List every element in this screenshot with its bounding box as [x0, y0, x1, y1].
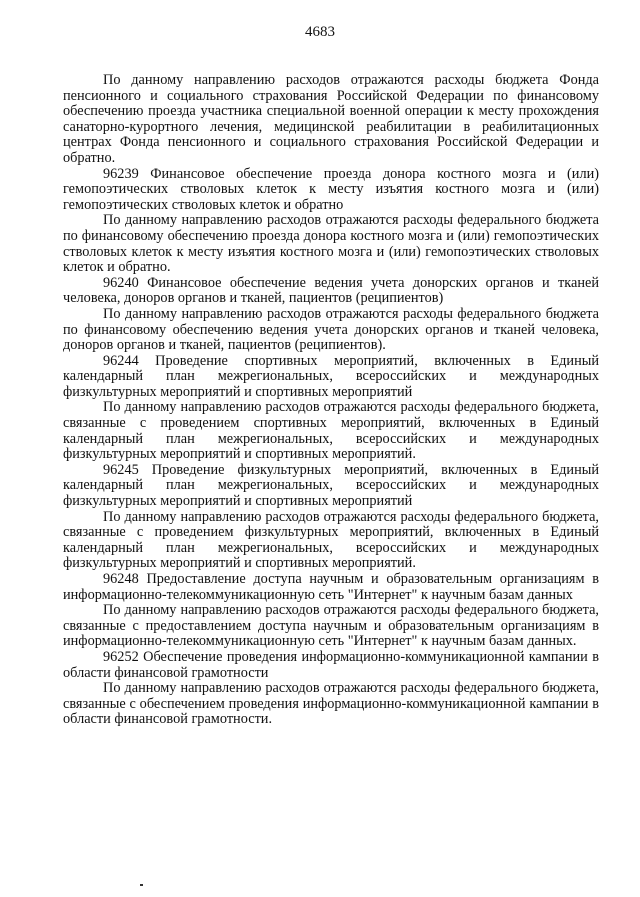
heading-96244: 96244 Проведение спортивных мероприятий, включенных в Единый календарный план межрегиональных, всероссийских и международных физкультурных мероприятий и спортивных мероприятий	[63, 352, 599, 400]
paragraph-96252: По данному направлению расходов отражаются расходы федерального бюджета, связанные с обеспечением проведения информационно-коммуникационной кампании в области финансовой грамотности.	[63, 680, 599, 728]
paragraph-96244: По данному направлению расходов отражаются расходы федерального бюджета, связанные с проведением спортивных мероприятий, включенных в Единый календарный план межрегиональных, всероссийских и международных физкультурных мероприятий и спортивных мероприятий.	[63, 399, 599, 463]
paragraph-96240: По данному направлению расходов отражаются расходы федерального бюджета по финансовому обеспечению ведения учета донорских органов и тканей человека, доноров органов и тканей, пациентов (реципиентов).	[63, 305, 599, 354]
heading-96248: 96248 Предоставление доступа научным и образовательным организациям в информационно-телекоммуникационную сеть "Интернет" к научным базам данных	[63, 571, 599, 603]
paragraph-1: По данному направлению расходов отражаются расходы бюджета Фонда пенсионного и социального страхования Российской Федерации по финансовому обеспечению проезда участника специальной военной операции к месту прохождения санаторно-курортного лечения, медицинской реабилитации в реабилитационных центрах Фонда пенсионного и социального страхования Российской Федерации и обратно.	[63, 72, 599, 166]
heading-96245: 96245 Проведение физкультурных мероприятий, включенных в Единый календарный план межрегиональных, всероссийских и международных физкультурных мероприятий и спортивных мероприятий	[63, 461, 599, 510]
scan-speck	[140, 884, 143, 886]
paragraph-96239: По данному направлению расходов отражаются расходы федерального бюджета по финансовому обеспечению проезда донора костного мозга и (или) гемопоэтических стволовых клеток к месту изъятия костного мозга и (или) гемопоэтических стволовых клеток и обратно.	[63, 212, 599, 276]
page-number: 4683	[305, 24, 335, 40]
heading-96252: 96252 Обеспечение проведения информационно-коммуникационной кампании в области финансовой грамотности	[63, 648, 599, 681]
document-body	[63, 73, 599, 728]
paragraph-96245: По данному направлению расходов отражаются расходы федерального бюджета, связанные с проведением физкультурных мероприятий, включенных в Единый календарный план межрегиональных, всероссийских и международных физкультурных мероприятий и спортивных мероприятий.	[63, 508, 599, 572]
heading-96240: 96240 Финансовое обеспечение ведения учета донорских органов и тканей человека, доноров органов и тканей, пациентов (реципиентов)	[63, 274, 599, 307]
heading-96239: 96239 Финансовое обеспечение проезда донора костного мозга и (или) гемопоэтических стволовых клеток к месту изъятия костного мозга и (или) гемопоэтических стволовых клеток и обратно	[63, 165, 599, 213]
paragraph-96248: По данному направлению расходов отражаются расходы федерального бюджета, связанные с предоставлением доступа научным и образовательным организациям в информационно-телекоммуникационную сеть "Интернет" к научным базам данных.	[63, 602, 599, 650]
